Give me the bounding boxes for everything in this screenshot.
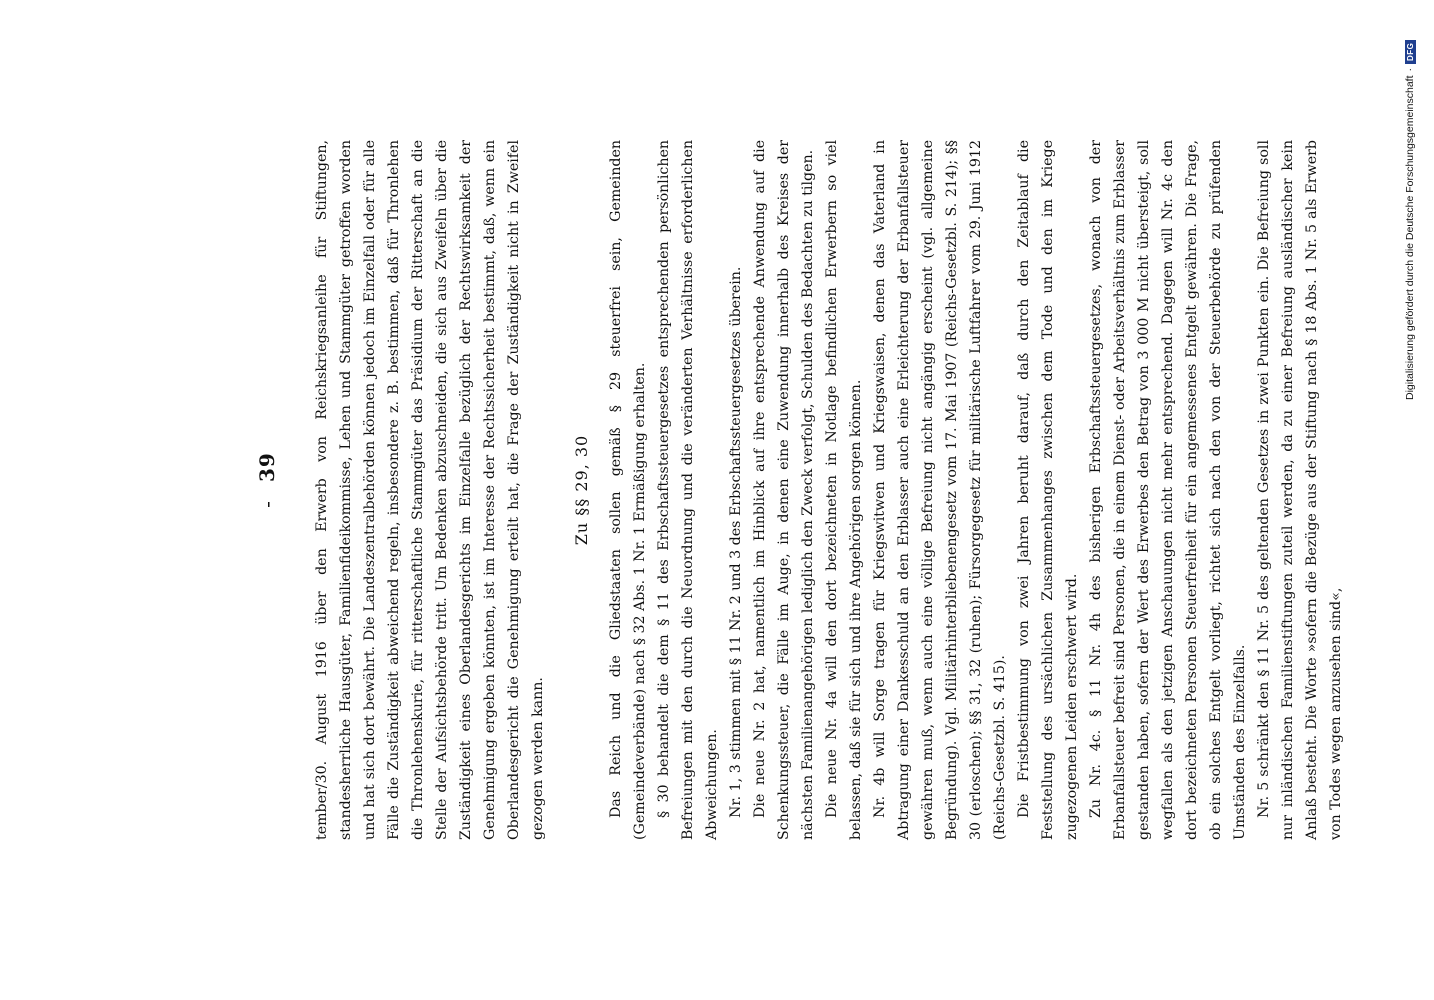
paragraph-nr-4b: Nr. 4b will Sorge tragen für Kriegswitwen und Kriegswaisen, denen das Vaterland in Abtragung einer Dankesschuld an den Erblasser auch eine Erleichterung der Erbanfallsteuer gewähren muß, wenn auch eine völlige Befreiung nicht angängig erscheint (vgl. allgemeine Begründung). Vgl. Militärhinterbliebenengesetz vom 17. Mai 1907 (Reichs-Gesetzbl. S. 214); §§ 30 (erloschen); §§ 31, 32 (ruhen); Fürsorgegesetz für militärische Luftfahrer vom 29. Juni 1912 (Reichs-Gesetzbl. S. 415). xyxy=(872,140,1008,840)
page-number xyxy=(255,0,279,960)
page-number-value: 39 xyxy=(255,452,279,483)
paragraph-nr-2: Die neue Nr. 2 hat, namentlich im Hinblick auf ihre entsprechende Anwendung auf die Schenkungssteuer, die Fälle im Auge, in denen eine Zuwendung innerhalb des Kreises der nächsten Familienangehörigen lediglich den Zweck verfolgt, Schulden des Bedachten zu tilgen. xyxy=(752,140,816,840)
paragraph-nr-4c: Zu Nr. 4c. § 11 Nr. 4h des bisherigen Erbschaftssteuergesetzes, wonach von der Erbanfallsteuer befreit sind Personen, die in einem Dienst- oder Arbeitsverhältnis zum Erblasser gestanden haben, sofern der Wert des Erwerbes den Betrag von 3 000 M nicht übersteigt, soll wegfallen als den jetzigen Anschauungen nicht mehr entsprechend. Dagegen will Nr. 4c den dort bezeichneten Personen Steuerfreiheit für ein angemessenes Entgelt gewähren. Die Frage, ob ein solches Entgelt vorliegt, richtet sich nach den von der Steuerbehörde zu prüfenden Umständen des Einzelfalls. xyxy=(1088,140,1248,840)
paragraph-nr-1-3: Nr. 1, 3 stimmen mit § 11 Nr. 2 und 3 des Erbschaftssteuergesetzes überein. xyxy=(728,266,744,818)
paragraph-section-30: § 30 behandelt die dem § 11 des Erbschaftssteuergesetzes entsprechenden persönlichen Befreiungen mit den durch die Neuordnung und die veränderten Verhältnisse erforderlichen Abweichungen. xyxy=(656,140,720,840)
paragraph-fristbestimmung: Die Fristbestimmung von zwei Jahren beruht darauf, daß durch den Zeitablauf die Feststellung des ursächlichen Zusammenhanges zwischen dem Tode und den im Kriege zugezogenen Leiden erschwert wird. xyxy=(1016,140,1080,840)
section-heading: Zu §§ 29, 30 xyxy=(572,434,591,546)
stamp-text: Digitalisierung gefördert durch die Deutsche Forschungsgemeinschaft xyxy=(1404,75,1416,400)
paragraph-nr-4a: Die neue Nr. 4a will den dort bezeichneten in Notlage befindlichen Erwerbern so viel belassen, daß sie für sich und ihre Angehörigen sorgen können. xyxy=(824,140,864,840)
paragraph-continuation: tember/30. August 1916 über den Erwerb von Reichskriegsanleihe für Stiftungen, standesherrliche Hausgüter, Familienfideikommisse, Lehen und Stammgüter getroffen worden und hat sich dort bewährt. Die Landeszentralbehörden können jedoch im Einzelfall oder für alle Fälle die Zuständigkeit abweichend regeln, insbesondere z. B. bestimmen, daß für Thronlehen die Thronlehenskurie, für ritterschaftliche Stammgüter das Präsidium der Ritterschaft an die Stelle der Aufsichtsbehörde tritt. Um Bedenken abzuschneiden, die sich aus Zweifeln über die Zuständigkeit eines Oberlandesgerichts im Einzelfalle bezüglich der Rechtswirksamkeit der Genehmigung ergeben könnten, ist im Interesse der Rechtssicherheit bestimmt, daß, wenn ein Oberlandesgericht die Genehmigung erteilt hat, die Frage der Zuständigkeit nicht in Zweifel gezogen werden kann. xyxy=(314,140,546,840)
paragraph-reich-gliedstaaten: Das Reich und die Gliedstaaten sollen gemäß § 29 steuerfrei sein, Gemeinden (Gemeindeverbände) nach § 32 Abs. 1 Nr. 1 Ermäßigung erhalten. xyxy=(608,140,648,840)
rotated-document-page xyxy=(160,0,1400,960)
page-number-dash: - xyxy=(255,500,279,508)
body-text xyxy=(310,140,1348,840)
stamp-separator: · xyxy=(1404,67,1416,72)
dfg-logo-badge: DFG xyxy=(1405,40,1416,64)
paragraph-nr-5: Nr. 5 schränkt den § 11 Nr. 5 des geltenden Gesetzes in zwei Punkten ein. Die Befreiung soll nur inländischen Familienstiftungen zuteil werden, da zu einer Befreiung ausländischer kein Anlaß besteht. Die Worte »sofern die Bezüge aus der Stiftung nach § 18 Abs. 1 Nr. 5 als Erwerb von Todes wegen anzusehen sind«, xyxy=(1256,140,1344,840)
digitization-stamp xyxy=(1396,0,1424,400)
